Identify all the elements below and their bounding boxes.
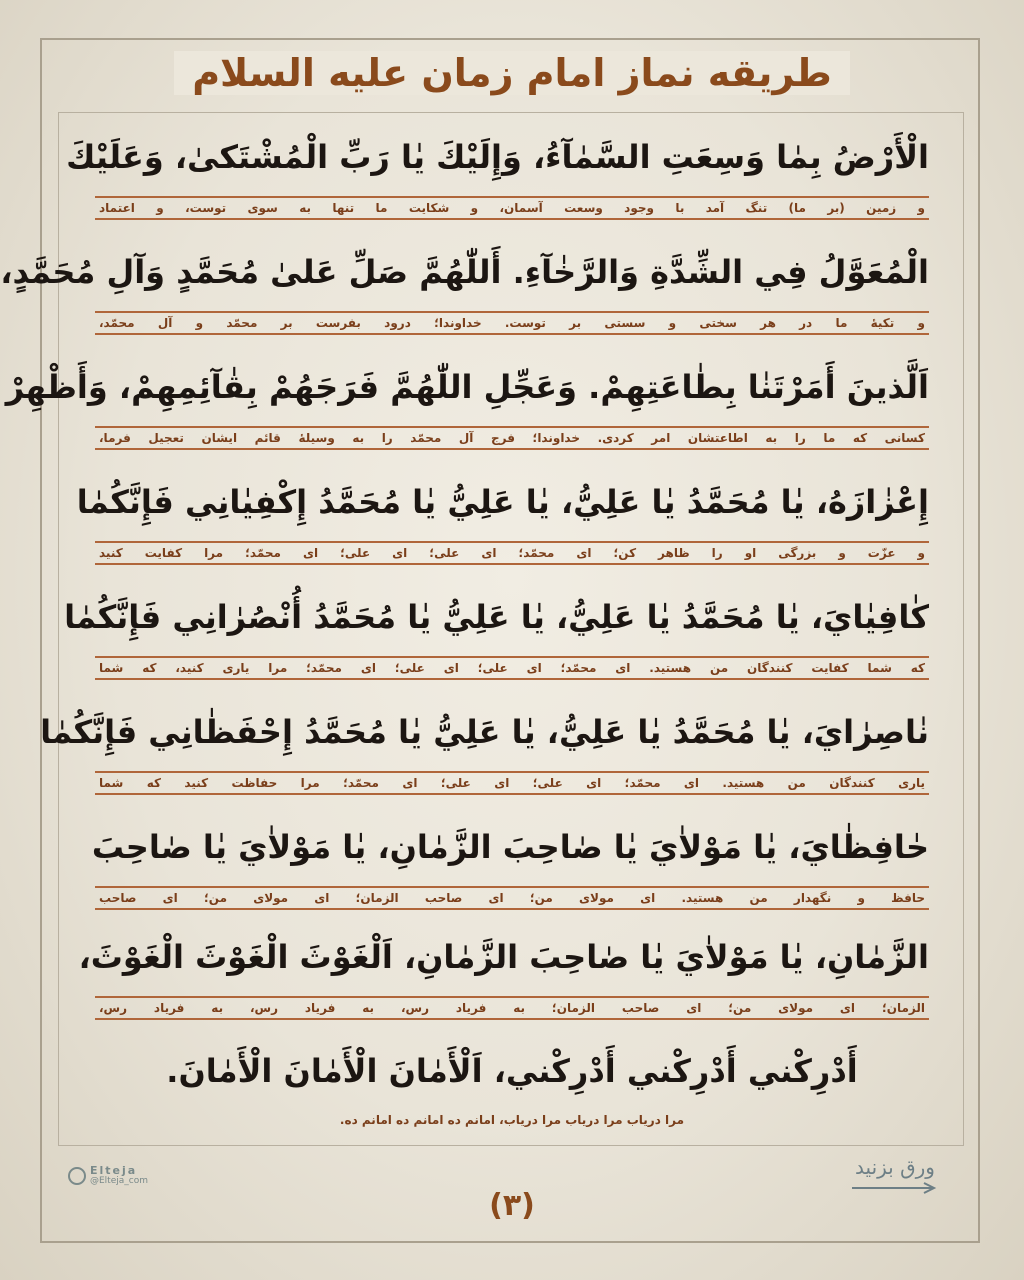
text-block-2 (0, 237, 929, 335)
translation-line: و زمین (بر ما) تنگ آمد با وجود وسعت آسمان، و شکایت ما تنها به سوی توست، و اعتماد (95, 196, 929, 220)
brand-name: Elteja (90, 1164, 138, 1177)
brand-logo (68, 1165, 148, 1187)
translation-line: الزمان؛ ای مولای من؛ ای صاحب الزمان؛ به فریاد رس، به فریاد رس، به فریاد رس، (95, 996, 929, 1020)
arabic-line: الْأَرْضُ بِمٰا وَسِعَتِ السَّمٰآءُ، وَإِلَيْكَ يٰا رَبِّ الْمُشْتَكىٰ، وَعَلَيْكَ (66, 138, 929, 176)
brand-mark-icon (68, 1167, 86, 1185)
turn-page-label: ورق بزنید (855, 1155, 935, 1179)
arabic-line: إِعْزٰازَهُ، يٰا مُحَمَّدُ يٰا عَلِيُّ، يٰا عَلِيُّ يٰا مُحَمَّدُ إِكْفِيٰانِي فَإِنَّكُمٰا (76, 483, 929, 521)
arabic-line: كٰافِيٰايَ، يٰا مُحَمَّدُ يٰا عَلِيُّ، يٰا عَلِيُّ يٰا مُحَمَّدُ أُنْصُرٰانِي فَإِنَّكُمٰا (64, 598, 929, 636)
page-title (0, 38, 1024, 108)
translation-line: که شما کفایت کنندگان من هستید. ای محمّد؛ ای علی؛ ای علی؛ ای محمّد؛ مرا یاری کنید، که شما (95, 656, 929, 680)
text-block-9 (95, 1036, 929, 1130)
text-block-4 (76, 467, 929, 565)
text-block-8 (78, 922, 929, 1020)
page-title-text: طریقه نماز امام زمان علیه السلام (174, 51, 850, 95)
translation-line: یاری کنندگان من هستید. ای محمّد؛ ای علی؛ ای علی؛ ای محمّد؛ مرا حفاظت کنید که شما (95, 771, 929, 795)
text-block-5 (64, 582, 929, 680)
translation-line: حافظ و نگهدار من هستید. ای مولای من؛ ای صاحب الزمان؛ ای مولای من؛ ای صاحب (95, 886, 929, 910)
text-block-7 (91, 812, 929, 910)
text-block-6 (40, 697, 929, 795)
arabic-line: الْمُعَوَّلُ فِي الشِّدَّةِ وَالرَّخٰآءِ. أَللّٰهُمَّ صَلِّ عَلىٰ مُحَمَّدٍ وَآلِ مُحَمَّدٍ، (0, 253, 929, 291)
text-block-3 (5, 352, 929, 450)
translation-line: و تکیهٔ ما در هر سختی و سستی بر توست. خداوندا؛ درود بفرست بر محمّد و آل محمّد، (95, 311, 929, 335)
translation-line: مرا دریاب مرا دریاب مرا دریاب، امانم ده امانم ده امانم ده. (339, 1113, 685, 1127)
page-number: (۳) (489, 1188, 535, 1223)
arabic-line: اَلَّذينَ أَمَرْتَنٰا بِطٰاعَتِهِمْ. وَعَجِّلِ اللّٰهُمَّ فَرَجَهُمْ بِقٰآئِمِهِمْ، وَأَظْهِرْ (5, 368, 929, 406)
text-block-1 (66, 122, 929, 220)
translation-line: و عزّت و بزرگی او را ظاهر کن؛ ای محمّد؛ ای علی؛ ای علی؛ ای محمّد؛ مرا کفایت کنید (95, 541, 929, 565)
brand-handle: @Elteja_com (90, 1176, 148, 1186)
arabic-line: أَدْرِكْني أَدْرِكْني أَدْرِكْني، اَلْأَمٰانَ الْأَمٰانَ الْأَمٰانَ. (166, 1052, 858, 1090)
translation-line: کسانی که ما را به اطاعتشان امر کردی. خداوندا؛ فرج آل محمّد را به وسیلهٔ قائم ایشان تعجیل فرما، (95, 426, 929, 450)
arabic-line: الزَّمٰانِ، يٰا مَوْلاٰيَ يٰا صٰاحِبَ الزَّمٰانِ، اَلْغَوْثَ الْغَوْثَ الْغَوْثَ، (78, 938, 929, 976)
turn-page-hint[interactable] (840, 1155, 950, 1195)
arabic-line: حٰافِظٰايَ، يٰا مَوْلاٰيَ يٰا صٰاحِبَ الزَّمٰانِ، يٰا مَوْلاٰيَ يٰا صٰاحِبَ (91, 828, 929, 866)
arabic-line: نٰاصِرٰايَ، يٰا مُحَمَّدُ يٰا عَلِيُّ، يٰا عَلِيُّ يٰا مُحَمَّدُ إِحْفَظٰانِي فَإِنَّكُمٰا (40, 713, 929, 751)
arrow-right-icon (850, 1181, 940, 1195)
